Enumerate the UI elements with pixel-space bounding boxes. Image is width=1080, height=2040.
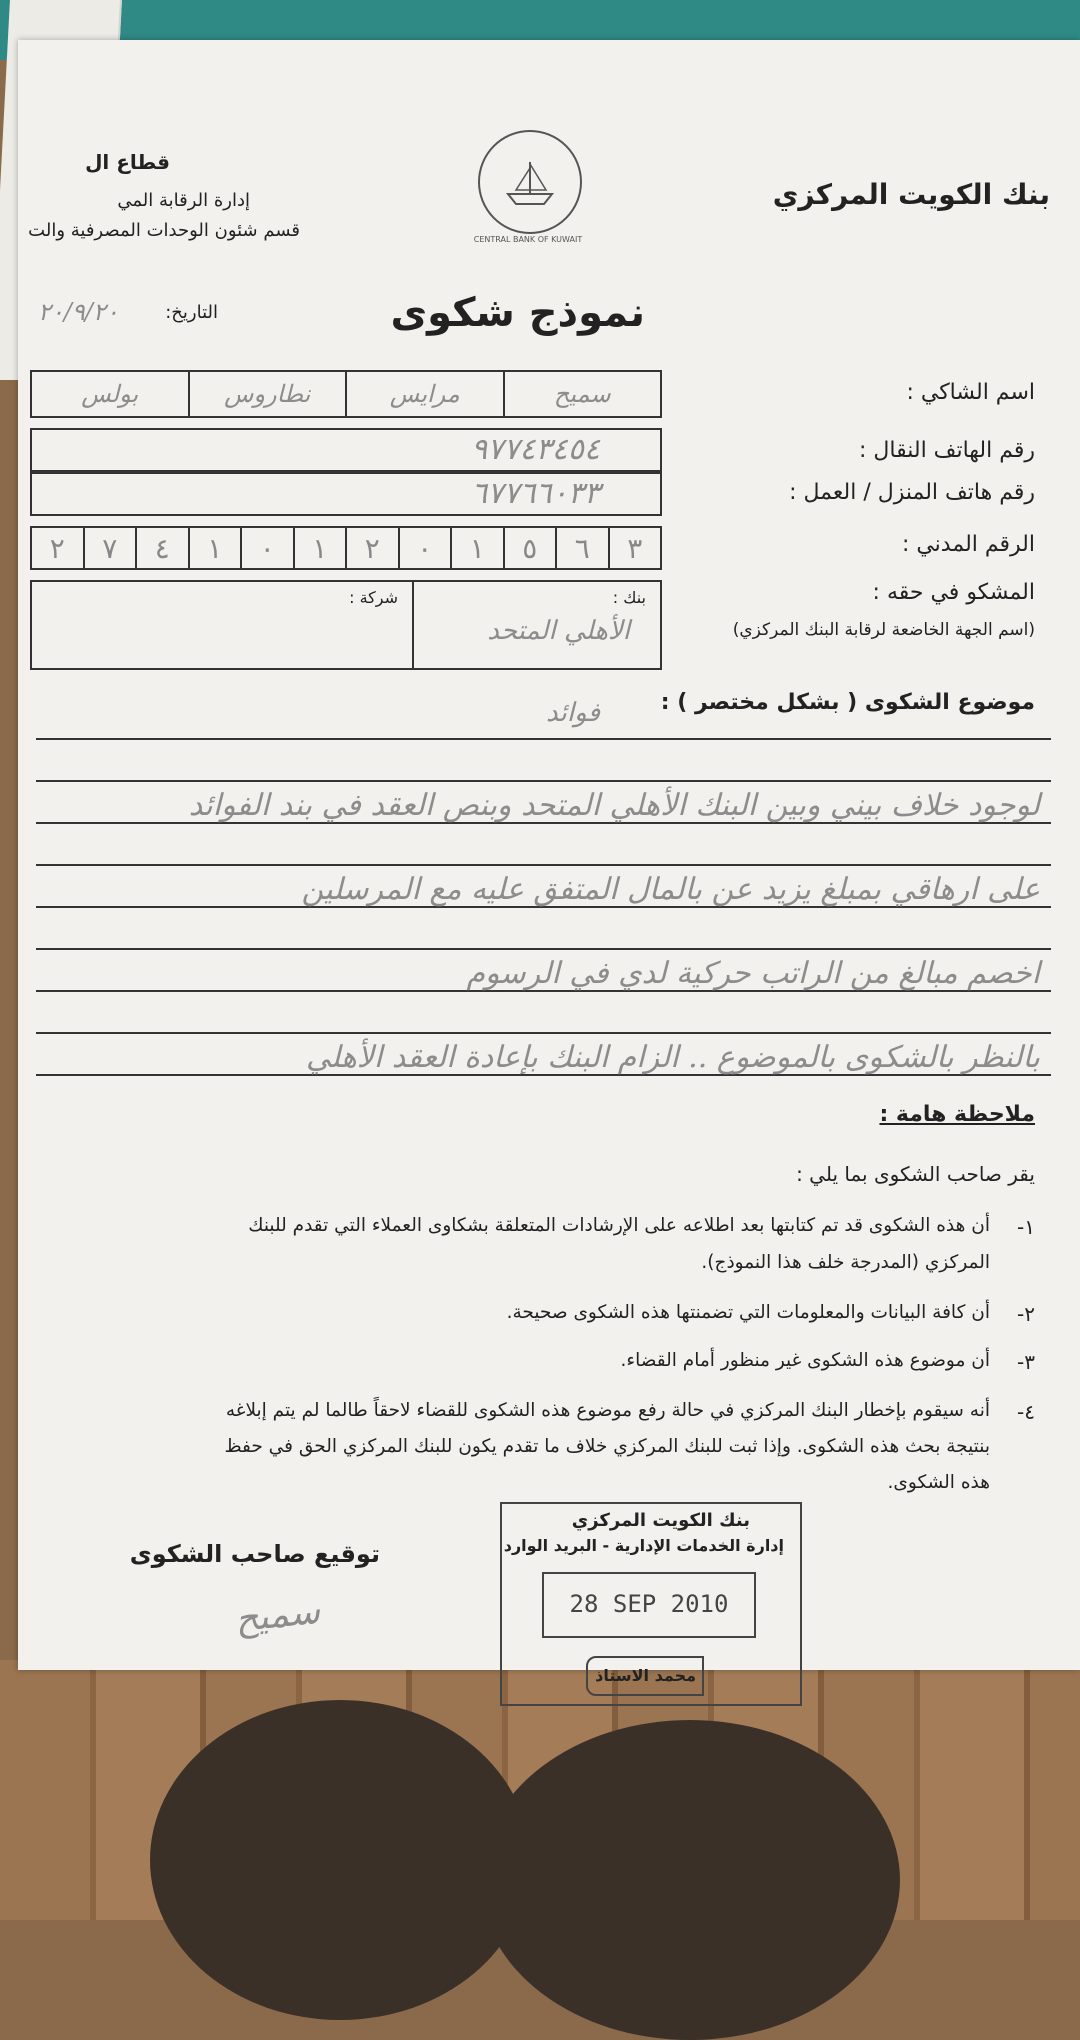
stamp-line-1: بنك الكويت المركزي (571, 1510, 750, 1531)
against-label: المشكو في حقه : (872, 580, 1035, 605)
subject-line (36, 948, 1051, 950)
name-part-2: مرايس (345, 372, 503, 416)
home-phone-value: ٦٧٧٦٦٠٣٣ (471, 476, 600, 511)
civil-id-label: الرقم المدني : (901, 532, 1035, 557)
home-phone-label: رقم هاتف المنزل / العمل : (789, 480, 1035, 505)
civil-id-digit: ٠ (240, 528, 293, 568)
civil-id-digit: ٧ (83, 528, 136, 568)
civil-id-digit: ١ (293, 528, 346, 568)
subject-text: بالنظر بالشكوى بالموضوع .. الزام البنك بإعادة العقد الأهلي (306, 1040, 1040, 1075)
name-part-3: نطاروس (188, 372, 346, 416)
subject-line (36, 780, 1051, 782)
stamp-date-box (542, 1572, 756, 1638)
against-note: (اسم الجهة الخاضعة لرقابة البنك المركزي) (732, 620, 1035, 640)
home-phone-field[interactable] (30, 472, 662, 516)
sector-title: قطاع ال (85, 150, 170, 174)
bank-seal (478, 130, 582, 234)
name-label: اسم الشاكي : (906, 380, 1035, 405)
note-number: ٤- (1017, 1400, 1035, 1424)
note-text-cont: المركزي (المدرجة خلف هذا النموذج). (701, 1252, 990, 1273)
note-number: ١- (1017, 1215, 1035, 1239)
complaint-form-page (18, 40, 1080, 1685)
subject-text: فوائد (546, 698, 600, 728)
note-text-cont: هذه الشكوى. (887, 1472, 990, 1493)
note-text-cont: بنتيجة بحث هذه الشكوى. وإذا ثبت للبنك المركزي خلاف ما تقدم يكون للبنك المركزي الحق في حفظ (224, 1436, 990, 1457)
shoe-left (150, 1700, 530, 2020)
note-number: ٣- (1017, 1350, 1035, 1374)
name-part-4: بولس (81, 380, 139, 408)
civil-id-digit: ١ (188, 528, 241, 568)
bank-logo-text: بنك الكويت المركزي (772, 178, 1050, 211)
shoe-right (480, 1720, 900, 2040)
mobile-field[interactable] (30, 428, 662, 472)
signature-scribble: سميح (233, 1590, 322, 1641)
form-title: نموذج شكوى (390, 290, 645, 336)
bank-label: بنك : (612, 588, 646, 607)
note-text: أن موضوع هذه الشكوى غير منظور أمام القضاء. (620, 1350, 990, 1371)
civil-id-digit: ٣ (608, 528, 661, 568)
seal-caption: CENTRAL BANK OF KUWAIT (473, 235, 583, 244)
civil-id-digit: ٦ (555, 528, 608, 568)
stamp-date: 28 SEP 2010 (569, 1590, 729, 1618)
civil-id-digit: ٢ (345, 528, 398, 568)
date-value: ٢٠/٩/٢٠ (38, 298, 119, 326)
subject-text: على ارهاقي بمبلغ يزيد عن بالمال المتفق عليه مع المرسلين (301, 872, 1040, 907)
note-text: أن كافة البيانات والمعلومات التي تضمنتها هذه الشكوى صحيحة. (506, 1302, 990, 1323)
stamp-bottom-box (586, 1656, 704, 1696)
note-text: أنه سيقوم بإخطار البنك المركزي في حالة رفع موضوع هذه الشكوى للقضاء لاحقاً طالما لم يتم إبلاغه (225, 1400, 990, 1421)
mobile-value: ٩٧٧٤٣٤٥٤ (471, 432, 600, 467)
mobile-label: رقم الهاتف النقال : (859, 438, 1035, 463)
civil-id-digit: ٥ (503, 528, 556, 568)
stamp-bottom-text: محمد الاستاذ (595, 1666, 696, 1685)
civil-id-digit: ١ (450, 528, 503, 568)
note-text: أن هذه الشكوى قد تم كتابتها بعد اطلاعه على الإرشادات المتعلقة بشكاوى العملاء التي تقدم للبنك (248, 1215, 990, 1236)
name-field[interactable] (30, 370, 662, 418)
section-title: قسم شئون الوحدات المصرفية والت (28, 220, 300, 241)
subject-line (36, 1032, 1051, 1034)
bank-value: الأهلي المتحد (487, 616, 630, 646)
note-number: ٢- (1017, 1302, 1035, 1326)
civil-id-digit: ٠ (398, 528, 451, 568)
company-label: شركة : (349, 588, 398, 607)
subject-text: لوجود خلاف بيني وبين البنك الأهلي المتحد وبنص العقد في بند الفوائد (188, 788, 1040, 823)
notes-intro: يقر صاحب الشكوى بما يلي : (796, 1162, 1035, 1186)
subject-line (36, 864, 1051, 866)
name-part-1: سميح (503, 372, 661, 416)
civil-id-digit: ٢ (49, 531, 65, 565)
signature-label: توقيع صاحب الشكوى (129, 1540, 380, 1568)
stamp-line-2: إدارة الخدمات الإدارية - البريد الوارد (503, 1536, 784, 1555)
against-field[interactable] (30, 580, 662, 670)
notes-title: ملاحظة هامة : (879, 1102, 1035, 1127)
received-stamp (500, 1502, 802, 1706)
subject-text: اخصم مبالغ من الراتب حركية لدي في الرسوم (466, 956, 1040, 991)
department-title: إدارة الرقابة المي (117, 190, 250, 211)
civil-id-field[interactable] (30, 526, 662, 570)
date-label: التاريخ: (165, 302, 218, 323)
subject-line (36, 738, 1051, 740)
subject-label: موضوع الشكوى ( بشكل مختصر ) : (660, 690, 1035, 715)
civil-id-digit: ٤ (135, 528, 188, 568)
